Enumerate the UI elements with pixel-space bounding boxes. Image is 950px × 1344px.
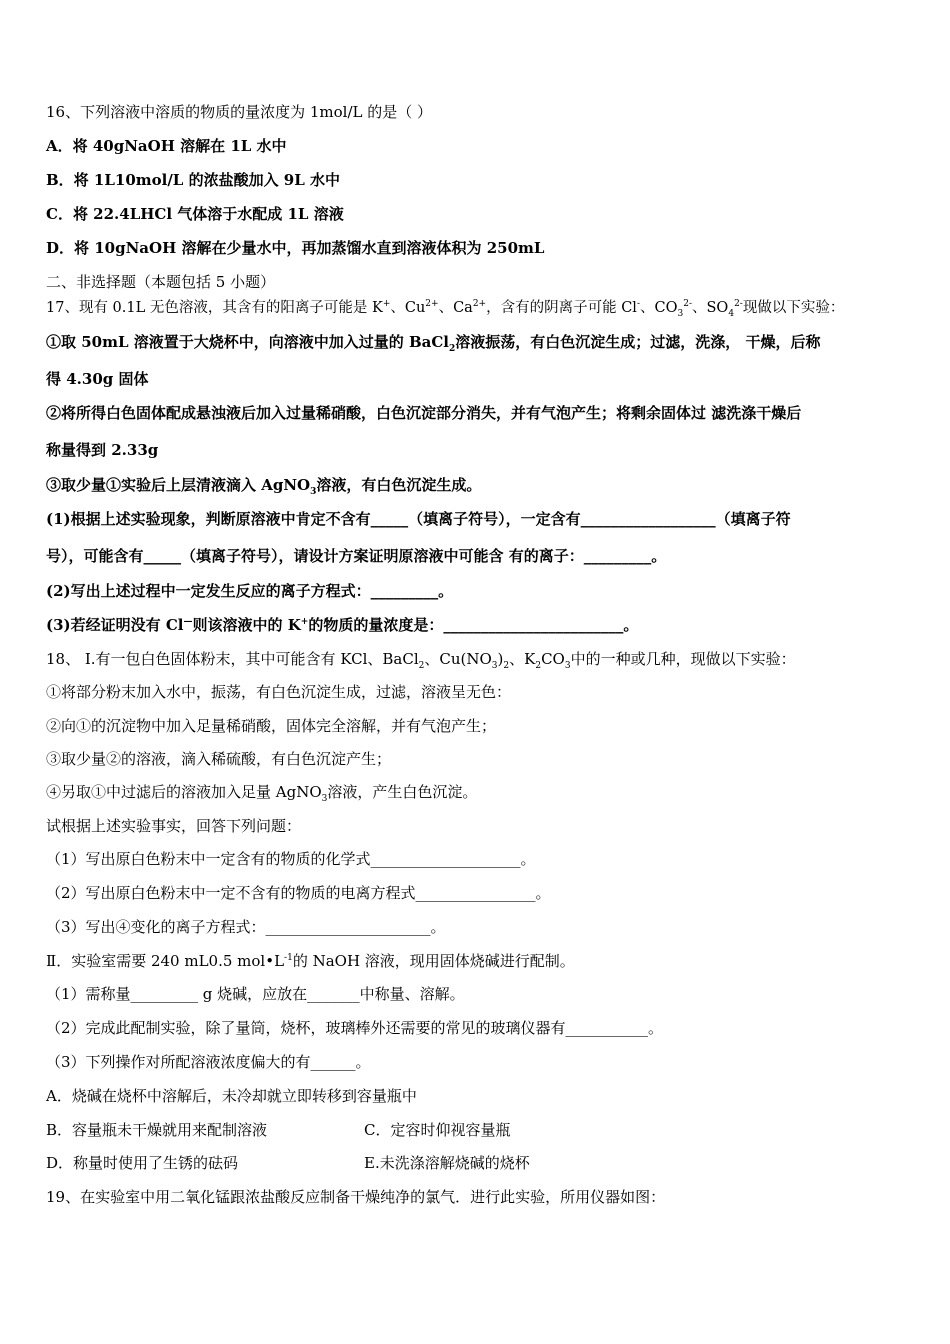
q18-ii-part-1: （1）需称量_________ g 烧碱，应放在_______中称量、溶解。: [46, 985, 465, 1003]
q17-part-3: (3)若经证明没有 Cl—则该溶液中的 K+的物质的量浓度是：________________________。: [46, 616, 639, 634]
q18-option-a: A．烧碱在烧杯中溶解后，未冷却就立即转移到容量瓶中: [46, 1087, 417, 1105]
q18-option-d: D．称量时使用了生锈的砝码: [46, 1154, 239, 1172]
q18-part-1: （1）写出原白色粉末中一定含有的物质的化学式____________________。: [46, 850, 536, 868]
q16-option-d: D．将 10gNaOH 溶解在少量水中，再加蒸馏水直到溶液体积为 250mL: [46, 239, 545, 257]
q16-option-a: A．将 40gNaOH 溶解在 1L 水中: [46, 137, 287, 155]
q17-part-1: (1)根据上述实验现象，判断原溶液中肯定不含有_____（填离子符号），一定含有__________________（填离子符: [46, 510, 791, 528]
q18-prompt: 试根据上述实验事实，回答下列问题：: [46, 817, 302, 835]
q17-experiment-3: ③取少量①实验后上层清液滴入 AgNO$_3$溶液，有白色沉淀生成。: [46, 476, 482, 497]
q18-part-2: （2）写出原白色粉末中一定不含有的物质的电离方程式________________。: [46, 884, 551, 902]
q18-experiment-2: ②向①的沉淀物中加入足量稀硝酸，固体完全溶解，并有气泡产生；: [46, 717, 497, 735]
q16-option-c: C．将 22.4LHCl 气体溶于水配成 1L 溶液: [46, 205, 344, 223]
q17-experiment-2-cont: 称量得到 2.33g: [46, 441, 159, 459]
q17-stem: 17、现有 0.1L 无色溶液，其含有的阳离子可能是 K+、$Cu^{2+}$、$Ca^{2+}$，含有的阴离子可能 Cl-、$CO_3^{2-}$、$SO_4^{2-}$现做以下实验：: [46, 299, 845, 319]
q18-option-c: C．定容时仰视容量瓶: [364, 1121, 511, 1139]
q17-experiment-1: ①取 50mL 溶液置于大烧杯中，向溶液中加入过量的 BaCl$_2$溶液振荡，有白色沉淀生成；过滤，洗涤， 干燥，后称: [46, 333, 821, 354]
q17-experiment-2: ②将所得白色固体配成悬浊液后加入过量稀硝酸，白色沉淀部分消失，并有气泡产生；将剩余固体过 滤洗涤干燥后: [46, 404, 802, 422]
q18-experiment-4: ④另取①中过滤后的溶液加入足量 AgNO$_3$溶液，产生白色沉淀。: [46, 783, 478, 804]
q16-option-b: B．将 1L10mol/L 的浓盐酸加入 9L 水中: [46, 171, 341, 189]
q18-section-ii: Ⅱ．实验室需要 240 mL0.5 $mol•L^{-1}$的 NaOH 溶液，现用固体烧碱进行配制。: [46, 952, 575, 970]
q18-ii-part-3: （3）下列操作对所配溶液浓度偏大的有______。: [46, 1053, 371, 1071]
q18-option-b: B．容量瓶未干燥就用来配制溶液: [46, 1121, 268, 1139]
q19-stem: 19、在实验室中用二氧化锰跟浓盐酸反应制备干燥纯净的氯气．进行此实验，所用仪器如图：: [46, 1188, 666, 1206]
q17-part-2: (2)写出上述过程中一定发生反应的离子方程式：_________。: [46, 582, 454, 600]
q17-experiment-1-cont: 得 4.30g 固体: [46, 370, 149, 388]
q17-part-1-cont: 号），可能含有_____（填离子符号），请设计方案证明原溶液中可能含 有的离子：_________。: [46, 547, 667, 565]
q18-experiment-1: ①将部分粉末加入水中，振荡，有白色沉淀生成，过滤，溶液呈无色：: [46, 683, 512, 701]
q18-ii-part-2: （2）完成此配制实验，除了量筒，烧杯，玻璃棒外还需要的常见的玻璃仪器有___________。: [46, 1019, 664, 1037]
q18-experiment-3: ③取少量②的溶液，滴入稀硫酸，有白色沉淀产生；: [46, 750, 392, 768]
q18-part-3: （3）写出④变化的离子方程式：______________________。: [46, 918, 446, 936]
q16-stem: 16、下列溶液中溶质的物质的量浓度为 1mol/L 的是（ ）: [46, 103, 433, 121]
q18-option-e: E.未洗涤溶解烧碱的烧杯: [364, 1154, 530, 1172]
q18-stem: 18、 Ⅰ.有一包白色固体粉末，其中可能含有 KCl、BaCl$_2$、$Cu(NO_3)_2$、$K_2CO_3$中的一种或几种，现做以下实验：: [46, 650, 796, 671]
section-heading: 二、非选择题（本题包括 5 小题）: [46, 273, 276, 291]
